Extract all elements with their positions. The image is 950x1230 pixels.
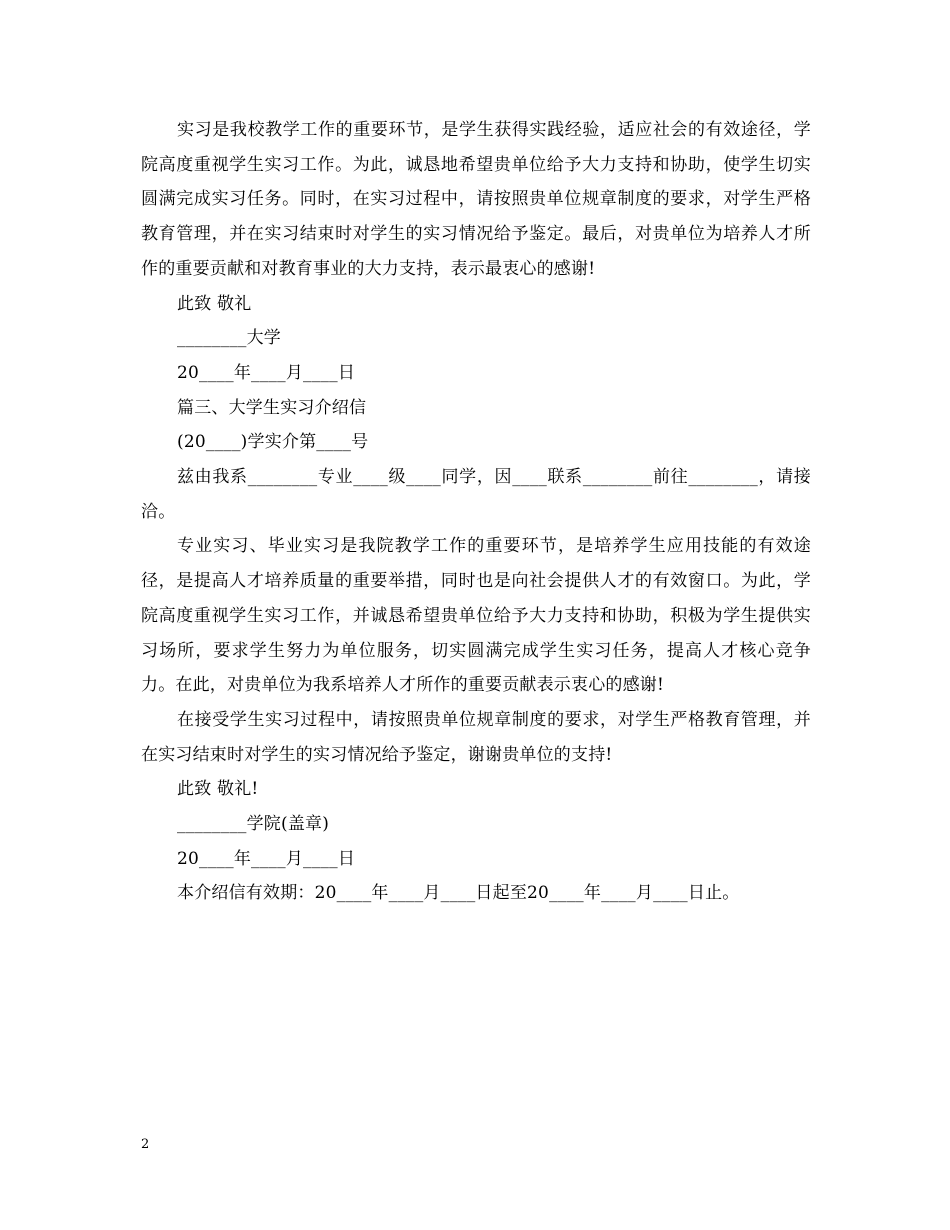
internship-purpose-paragraph: 专业实习、毕业实习是我院教学工作的重要环节，是培养学生应用技能的有效途径，是提高人才培养质量的重要举措，同时也是向社会提供人才的有效窗口。为此，学院高度重视学生实习工作，并诚恳希望贵单位给予大力支持和协助，积极为学生提供实习场所，要求学生努力为单位服务，切实圆满完成学生实习任务，提高人才核心竞争力。在此，对贵单位为我系培养人才所作的重要贡献表示衷心的感谢! bbox=[141, 536, 811, 696]
page-number: 2 bbox=[141, 1137, 150, 1152]
college-signature-seal: ________学院(盖章) bbox=[177, 814, 330, 835]
closing-salutation-2: 此致 敬礼! bbox=[177, 779, 259, 800]
intro-paragraph: 实习是我校教学工作的重要环节，是学生获得实践经验，适应社会的有效途径，学院高度重视学生实习工作。为此，诚恳地希望贵单位给予大力支持和协助，使学生切实圆满完成实习任务。同时，在实习过程中，请按照贵单位规章制度的要求，对学生严格教育管理，并在实习结束时对学生的实习情况给予鉴定。最后，对贵单位为培养人才所作的重要贡献和对教育事业的大力支持，表示最衷心的感谢! bbox=[141, 120, 811, 279]
document-body bbox=[141, 113, 811, 911]
signature-date: 20____年____月____日 bbox=[177, 362, 356, 383]
university-signature: ________大学 bbox=[177, 328, 281, 349]
closing-salutation: 此致 敬礼 bbox=[177, 293, 252, 314]
validity-period: 本介绍信有效期：20____年____月____日起至20____年____月____日止。 bbox=[177, 883, 740, 904]
management-request-paragraph: 在接受学生实习过程中，请按照贵单位规章制度的要求，对学生严格教育管理，并在实习结束时对学生的实习情况给予鉴定，谢谢贵单位的支持! bbox=[141, 709, 811, 765]
section-heading: 篇三、大学生实习介绍信 bbox=[177, 397, 367, 418]
letter-reference-number: (20____)学实介第____号 bbox=[177, 432, 369, 453]
student-intro-paragraph: 兹由我系________专业____级____同学，因____联系________前往________，请接洽。 bbox=[141, 467, 811, 522]
signature-date-2: 20____年____月____日 bbox=[177, 848, 356, 869]
